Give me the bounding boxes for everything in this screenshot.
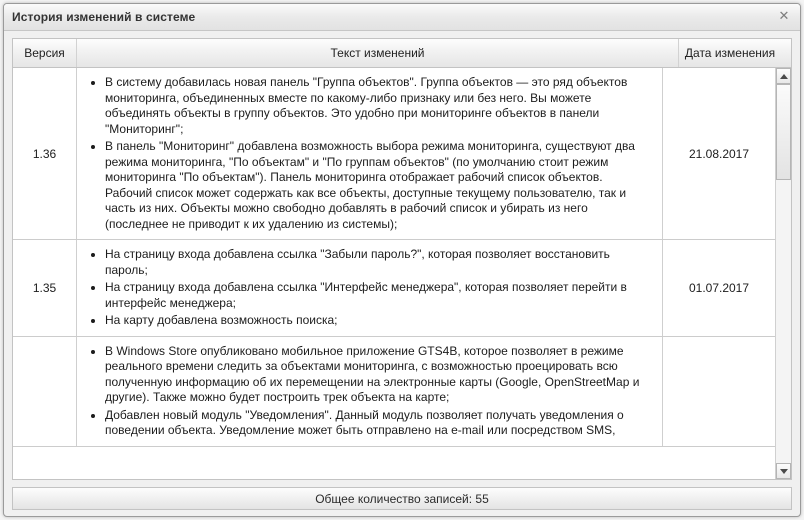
cell-version (13, 337, 77, 446)
change-list (83, 75, 652, 232)
cell-text (77, 337, 663, 446)
cell-date: 01.07.2017 (688, 280, 750, 295)
list-item: • На страницу входа добавлена ссылка "Интерфейс менеджера", которая позволяет перейти в интерфейс менеджера; (105, 280, 652, 311)
cell-date (663, 337, 775, 446)
scrollbar-thumb[interactable] (776, 84, 791, 180)
table-row[interactable] (13, 68, 775, 240)
column-header-version[interactable]: Версия (13, 39, 77, 67)
table-row[interactable] (13, 337, 775, 447)
scroll-down-icon[interactable] (776, 463, 791, 479)
cell-text (77, 240, 663, 336)
records-total-label: Общее количество записей: 55 (12, 487, 792, 510)
column-header-date[interactable]: Дата изменения (684, 46, 776, 60)
list-item: • В панель "Мониторинг" добавлена возможность выбора режима мониторинга, существуют два режима мониторинга, "По объектам" и "По группам объектов" (по умолчанию стоит режим мониторинга "По объектам"). Панель мониторинга отображает рабочий список объектов. Рабочий список может содержать как все объекты, доступные текущему пользователю, так и часть из них. Объекты можно свободно добавлять в рабочий список и убирать из него (последнее не приводит к их удалению из системы); (105, 139, 652, 232)
list-item: • На страницу входа добавлена ссылка "Забыли пароль?", которая позволяет восстановить пароль; (105, 247, 652, 278)
list-item: • На карту добавлена возможность поиска; (105, 313, 652, 329)
arrow-down-glyph (780, 469, 788, 474)
scrollbar-track[interactable] (776, 84, 791, 463)
page-title: История изменений в системе (12, 10, 196, 24)
dialog-body (4, 31, 800, 516)
list-item: • Добавлен новый модуль "Уведомления". Данный модуль позволяет получать уведомления о поведении объекта. Уведомление может быть отправлено на e-mail или посредством SMS, (105, 408, 652, 439)
column-header-text[interactable]: Текст изменений (77, 39, 679, 67)
cell-date: 21.08.2017 (688, 146, 750, 161)
changelog-grid (12, 38, 792, 480)
change-list (83, 247, 652, 329)
close-icon[interactable]: ✕ (778, 9, 790, 24)
cell-version: 1.35 (13, 240, 77, 336)
vertical-scrollbar[interactable] (775, 68, 791, 479)
arrow-up-glyph (780, 74, 788, 79)
change-list (83, 344, 652, 439)
grid-body-wrap (13, 68, 791, 479)
grid-body (13, 68, 775, 479)
grid-header-row (13, 39, 791, 68)
scroll-up-icon[interactable] (776, 68, 791, 84)
list-item: • В систему добавилась новая панель "Группа объектов". Группа объектов — это ряд объектов мониторинга, объединенных вместе по какому-либо признаку или без него. Вы можете объединять объекты в группу объектов. Это удобно при мониторинге объектов в панели "Мониторинг"; (105, 75, 652, 137)
cell-text (77, 68, 663, 239)
dialog-titlebar (4, 4, 800, 31)
list-item: • В Windows Store опубликовано мобильное приложение GTS4B, которое позволяет в режиме реального времени следить за объектами мониторинга, с возможностью проецировать всю полученную информацию об их перемещении на электронные карты (Google, OpenStreetMap и другие). Также можно будет построить трек объекта на карте; (105, 344, 652, 406)
cell-version: 1.36 (13, 68, 77, 239)
history-dialog (3, 3, 801, 517)
table-row[interactable] (13, 240, 775, 337)
